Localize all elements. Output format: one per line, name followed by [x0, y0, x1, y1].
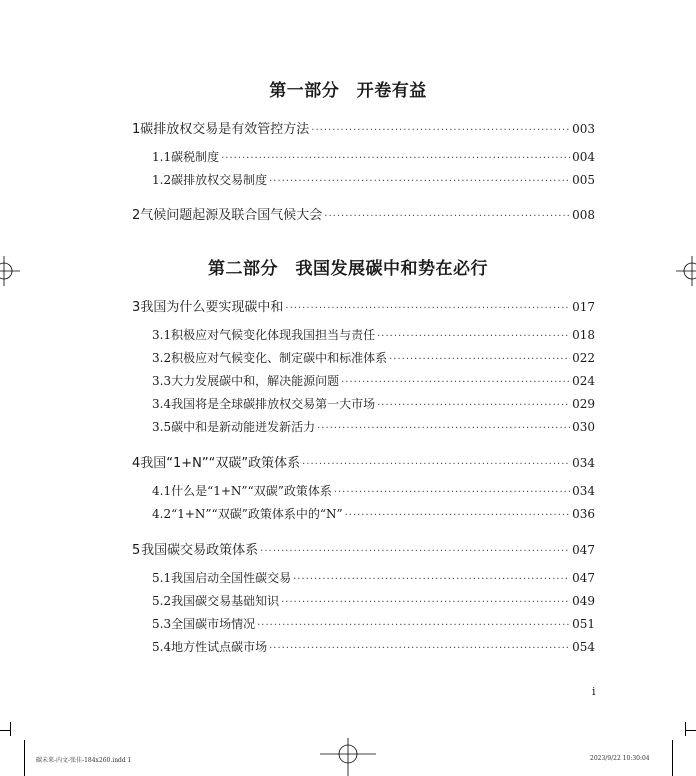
- dot-leader: [341, 377, 570, 388]
- dot-leader: [317, 423, 570, 434]
- toc-chapter-4[interactable]: [132, 452, 595, 471]
- toc-section-1-1[interactable]: [152, 148, 595, 165]
- toc-section-1-2[interactable]: [152, 171, 595, 188]
- page-ref: 003: [572, 122, 595, 136]
- chapter-title: 气候问题起源及联合国气候大会: [140, 208, 323, 223]
- registration-mark-bottom-icon: [312, 736, 384, 776]
- crop-mark: [672, 740, 673, 776]
- section-title: 积极应对气候变化、制定碳中和标准体系: [171, 351, 388, 365]
- page-number: i: [592, 685, 596, 698]
- toc-section-3-2[interactable]: [152, 349, 595, 366]
- page-ref: 004: [572, 150, 595, 164]
- section-number: 3.5: [152, 420, 172, 434]
- page-ref: 017: [572, 300, 595, 314]
- page-ref: 047: [572, 571, 595, 585]
- chapter-number: 2: [132, 208, 141, 223]
- toc-section-5-3[interactable]: [152, 615, 595, 632]
- page-ref: 051: [572, 617, 595, 631]
- section-title: “1+N”“双碳”政策体系中的“N”: [171, 507, 343, 521]
- toc-section-4-1[interactable]: [152, 482, 595, 499]
- section-title: 我国启动全国性碳交易: [171, 571, 292, 585]
- section-title: 碳中和是新动能迸发新活力: [171, 420, 316, 434]
- section-number: 3.2: [152, 351, 172, 365]
- crop-mark: [685, 722, 686, 736]
- dot-leader: [293, 574, 570, 585]
- toc-chapter-2[interactable]: [132, 204, 595, 223]
- section-title: 什么是“1+N”“双碳”政策体系: [171, 484, 332, 498]
- part-two-title: 第二部分 我国发展碳中和势在必行: [208, 259, 488, 279]
- section-number: 3.1: [152, 328, 172, 342]
- page-ref: 049: [572, 594, 595, 608]
- page-ref: 018: [572, 328, 595, 342]
- crop-mark: [686, 730, 696, 731]
- section-number: 1.1: [152, 150, 172, 164]
- section-number: 3.4: [152, 397, 172, 411]
- toc-section-5-1[interactable]: [152, 569, 595, 586]
- chapter-number: 3: [132, 300, 141, 315]
- dot-leader: [389, 354, 570, 365]
- section-title: 地方性试点碳市场: [171, 640, 268, 654]
- toc-section-5-4[interactable]: [152, 638, 595, 655]
- crop-mark: [10, 722, 11, 736]
- crop-mark: [24, 740, 25, 776]
- section-number: 5.2: [152, 594, 172, 608]
- dot-leader: [377, 331, 570, 342]
- dot-leader: [377, 400, 570, 411]
- slug-timestamp: 2023/9/22 10:30:04: [590, 755, 650, 762]
- dot-leader: [260, 546, 570, 557]
- section-number: 5.3: [152, 617, 172, 631]
- chapter-number: 4: [132, 456, 141, 471]
- registration-mark-left-icon: [0, 254, 22, 288]
- toc-chapter-1[interactable]: [132, 118, 595, 137]
- page-ref: 054: [572, 640, 595, 654]
- dot-leader: [285, 303, 570, 314]
- dot-leader: [269, 176, 570, 187]
- page-ref: 008: [572, 208, 595, 222]
- section-title: 大力发展碳中和，解决能源问题: [171, 374, 340, 388]
- chapter-title: 我国碳交易政策体系: [141, 543, 259, 558]
- section-number: 3.3: [152, 374, 172, 388]
- part-one-title: 第一部分 开卷有益: [269, 81, 427, 101]
- toc-section-5-2[interactable]: [152, 592, 595, 609]
- section-number: 1.2: [152, 173, 172, 187]
- dot-leader: [311, 125, 570, 136]
- page-ref: 036: [572, 507, 595, 521]
- chapter-title: 我国“1+N”“双碳”政策体系: [140, 456, 301, 471]
- crop-mark: [0, 730, 10, 731]
- page-ref: 047: [572, 543, 595, 557]
- chapter-title: 碳排放权交易是有效管控方法: [140, 122, 310, 137]
- section-number: 5.1: [152, 571, 172, 585]
- dot-leader: [257, 620, 570, 631]
- section-number: 4.2: [152, 507, 172, 521]
- section-title: 碳排放权交易制度: [171, 173, 268, 187]
- section-title: 我国碳交易基础知识: [171, 594, 280, 608]
- page-ref: 005: [572, 173, 595, 187]
- section-number: 5.4: [152, 640, 172, 654]
- dot-leader: [281, 597, 570, 608]
- toc-chapter-3[interactable]: [132, 296, 595, 315]
- dot-leader: [334, 487, 570, 498]
- page-ref: 022: [572, 351, 595, 365]
- toc-section-4-2[interactable]: [152, 505, 595, 522]
- registration-mark-right-icon: [674, 254, 696, 288]
- chapter-title: 我国为什么要实现碳中和: [140, 300, 284, 315]
- section-title: 我国将是全球碳排放权交易第一大市场: [171, 397, 376, 411]
- section-title: 积极应对气候变化体现我国担当与责任: [171, 328, 376, 342]
- toc-section-3-1[interactable]: [152, 326, 595, 343]
- slug-file-info: 碳未来-内文-张佳-184x260.indd 1: [36, 757, 132, 764]
- toc-chapter-5[interactable]: [132, 539, 595, 558]
- section-title: 全国碳市场情况: [171, 617, 256, 631]
- page-ref: 030: [572, 420, 595, 434]
- section-number: 4.1: [152, 484, 172, 498]
- section-title: 碳税制度: [171, 150, 220, 164]
- toc-section-3-3[interactable]: [152, 372, 595, 389]
- page-ref: 029: [572, 397, 595, 411]
- page-ref: 024: [572, 374, 595, 388]
- dot-leader: [345, 510, 571, 521]
- chapter-number: 5: [132, 543, 141, 558]
- toc-section-3-5[interactable]: [152, 418, 595, 435]
- dot-leader: [221, 153, 570, 164]
- chapter-number: 1: [132, 122, 141, 137]
- page-ref: 034: [572, 456, 595, 470]
- toc-section-3-4[interactable]: [152, 395, 595, 412]
- dot-leader: [324, 211, 570, 222]
- dot-leader: [302, 459, 570, 470]
- page-ref: 034: [572, 484, 595, 498]
- dot-leader: [269, 643, 570, 654]
